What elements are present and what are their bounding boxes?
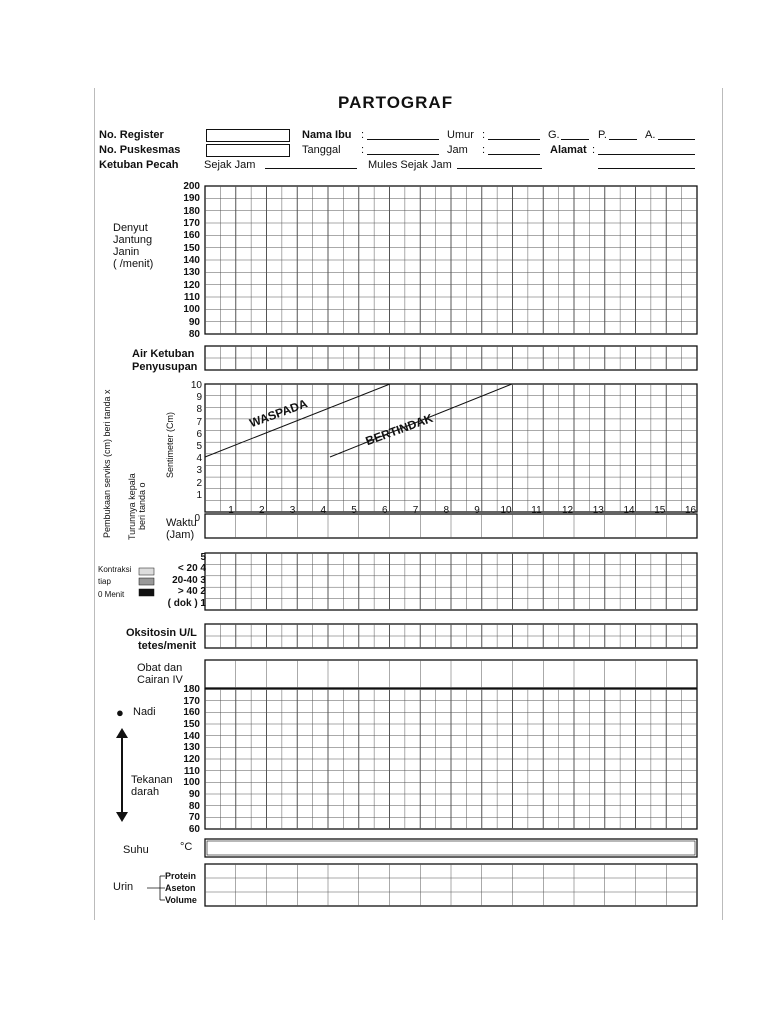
turunnya-kepala-label: Turunnya kepala: [127, 473, 137, 540]
tekanan-label: Tekanan: [131, 774, 173, 786]
page-title: PARTOGRAF: [338, 93, 454, 112]
nadi-label: Nadi: [133, 706, 156, 718]
air-ketuban-label: Air Ketuban: [132, 348, 195, 360]
cervix-tick: 10: [190, 380, 202, 391]
jam-label: Jam: [447, 144, 468, 156]
tetes-menit-label: tetes/menit: [138, 640, 197, 652]
hour-label: 8: [443, 505, 449, 516]
cervix-tick: 2: [196, 477, 202, 489]
djj-tick: 190: [183, 193, 200, 205]
djj-label-line: Jantung: [113, 234, 153, 246]
arrow-down-icon: [116, 812, 128, 822]
hour-label: 3: [289, 505, 296, 516]
kontraksi-legend: Kontraksi: [98, 565, 132, 574]
hour-label: 15: [654, 505, 666, 516]
no-register-label: No. Register: [99, 129, 164, 141]
cervix-tick: 6: [196, 428, 202, 440]
vital-tick: 80: [188, 800, 200, 812]
sentimeter-label: Sentimeter (Cm): [165, 411, 175, 478]
djj-tick: 130: [183, 267, 200, 279]
obat-label: Obat dan: [137, 662, 183, 674]
g-label: G.: [548, 129, 560, 141]
hour-label: 16: [685, 505, 697, 516]
djj-tick: 200: [183, 181, 200, 192]
ketuban-pecah-label: Ketuban Pecah: [99, 159, 179, 171]
no-register-field[interactable]: [206, 129, 290, 142]
cervix-tick: 9: [196, 392, 202, 404]
jam-field[interactable]: [488, 154, 540, 155]
vital-tick: 60: [188, 824, 200, 835]
vital-tick: 130: [183, 742, 200, 754]
djj-tick: 150: [183, 242, 200, 254]
arrow-up-icon: [116, 728, 128, 738]
vital-tick: 180: [183, 684, 200, 695]
suhu-label: Suhu: [123, 844, 149, 856]
jam-label: (Jam): [166, 529, 195, 541]
colon: :: [361, 129, 365, 141]
aseton-label: Aseton: [165, 883, 196, 893]
cervix-tick: 3: [196, 465, 202, 477]
umur-field[interactable]: [488, 139, 540, 140]
hour-label: 2: [258, 505, 265, 516]
hour-label: 14: [623, 505, 635, 516]
nadi-dot-icon: ●: [116, 705, 124, 720]
vital-tick: 170: [183, 695, 200, 707]
mules-sejak-jam-label: Mules Sejak Jam: [368, 159, 452, 171]
alamat-line-2[interactable]: [598, 168, 695, 169]
g-field[interactable]: [561, 139, 589, 140]
djj-tick: 80: [188, 329, 200, 340]
a-field[interactable]: [658, 139, 695, 140]
oksitosin-label: Oksitosin U/L: [126, 627, 197, 639]
kontraksi-tick: ( dok ) 1: [167, 597, 206, 609]
cervix-tick: 1: [196, 489, 202, 501]
darah-label: darah: [131, 786, 160, 798]
djj-label-line: Denyut: [113, 222, 148, 234]
hour-label: 1: [228, 505, 234, 516]
kontraksi-tick: < 20 4: [177, 563, 206, 575]
kontraksi-tick: 20-40 3: [172, 574, 206, 586]
cairan-iv-label: Cairan IV: [137, 674, 183, 686]
djj-tick: 100: [183, 304, 200, 316]
sejak-jam-field[interactable]: [265, 168, 357, 169]
cervix-tick: 8: [196, 404, 202, 416]
pembukaan-serviks-label: Pembukaan serviks (cm) beri tanda x: [102, 389, 112, 538]
suhu-inner: [207, 841, 695, 855]
colon: :: [482, 144, 486, 156]
vital-tick: 90: [188, 789, 200, 800]
nama-ibu-label: Nama Ibu: [302, 129, 352, 141]
cervix-tick: 0: [194, 513, 200, 524]
nama-ibu-field[interactable]: [367, 139, 439, 140]
mules-sejak-jam-field[interactable]: [457, 168, 542, 169]
urin-label: Urin: [113, 881, 134, 893]
kontraksi-tick: > 40 2: [177, 586, 206, 598]
protein-label: Protein: [165, 871, 197, 881]
hour-label: 11: [531, 505, 542, 516]
colon: :: [592, 144, 596, 156]
djj-tick: 170: [183, 218, 200, 229]
hour-label: 5: [351, 505, 357, 516]
djj-tick: 110: [183, 292, 200, 303]
djj-tick: 140: [183, 255, 200, 266]
kontraksi-legend: 0 Menit: [98, 590, 125, 599]
djj-tick: 120: [183, 279, 200, 291]
alamat-field[interactable]: [598, 154, 695, 155]
vital-tick: 160: [183, 707, 200, 719]
hour-label: 7: [412, 505, 419, 516]
kontraksi-legend: tiap: [98, 577, 111, 586]
tanggal-label: Tanggal: [302, 144, 341, 156]
sejak-jam-label: Sejak Jam: [204, 159, 256, 171]
a-label: A.: [645, 129, 656, 141]
tanggal-field[interactable]: [367, 154, 439, 155]
vital-tick: 150: [183, 719, 200, 730]
suhu-grid: [205, 839, 697, 857]
bertindak-label: BERTINDAK: [363, 410, 435, 449]
cervix-tick: 4: [196, 453, 202, 465]
colon: :: [482, 129, 486, 141]
p-field[interactable]: [609, 139, 637, 140]
vital-tick: 140: [183, 730, 200, 742]
cervix-tick: 7: [196, 416, 202, 428]
waktu-label: Waktu: [166, 517, 197, 529]
kontraksi-tick: 5: [200, 552, 206, 563]
beri-tanda-o-label: beri tanda o: [137, 482, 147, 530]
vital-tick: 110: [183, 765, 200, 777]
no-puskesmas-field[interactable]: [206, 144, 290, 157]
djj-label: [113, 222, 153, 270]
djj-tick: 180: [183, 205, 200, 217]
p-label: P.: [598, 129, 607, 141]
hour-label: 10: [500, 505, 512, 516]
umur-label: Umur: [447, 129, 474, 141]
hour-label: 9: [474, 505, 480, 516]
suhu-unit: °C: [180, 841, 193, 853]
vital-tick: 100: [183, 777, 200, 789]
no-puskesmas-label: No. Puskesmas: [99, 144, 181, 156]
hour-label: 4: [320, 505, 326, 516]
vital-tick: 70: [188, 812, 200, 824]
djj-label-line: ( /menit): [113, 258, 154, 270]
djj-label-line: Janin: [113, 246, 140, 258]
waspada-label: WASPADA: [247, 396, 310, 431]
hour-label: 6: [381, 505, 388, 516]
colon: :: [361, 144, 365, 156]
vital-tick: 120: [183, 754, 200, 765]
volume-label: Volume: [165, 895, 197, 905]
alamat-label: Alamat: [550, 144, 587, 156]
penyusupan-label: Penyusupan: [132, 361, 198, 373]
hour-label: 12: [562, 505, 574, 516]
hour-label: 13: [592, 505, 604, 516]
djj-tick: 90: [188, 316, 200, 328]
djj-tick: 160: [183, 230, 200, 242]
cervix-tick: 5: [196, 441, 202, 452]
